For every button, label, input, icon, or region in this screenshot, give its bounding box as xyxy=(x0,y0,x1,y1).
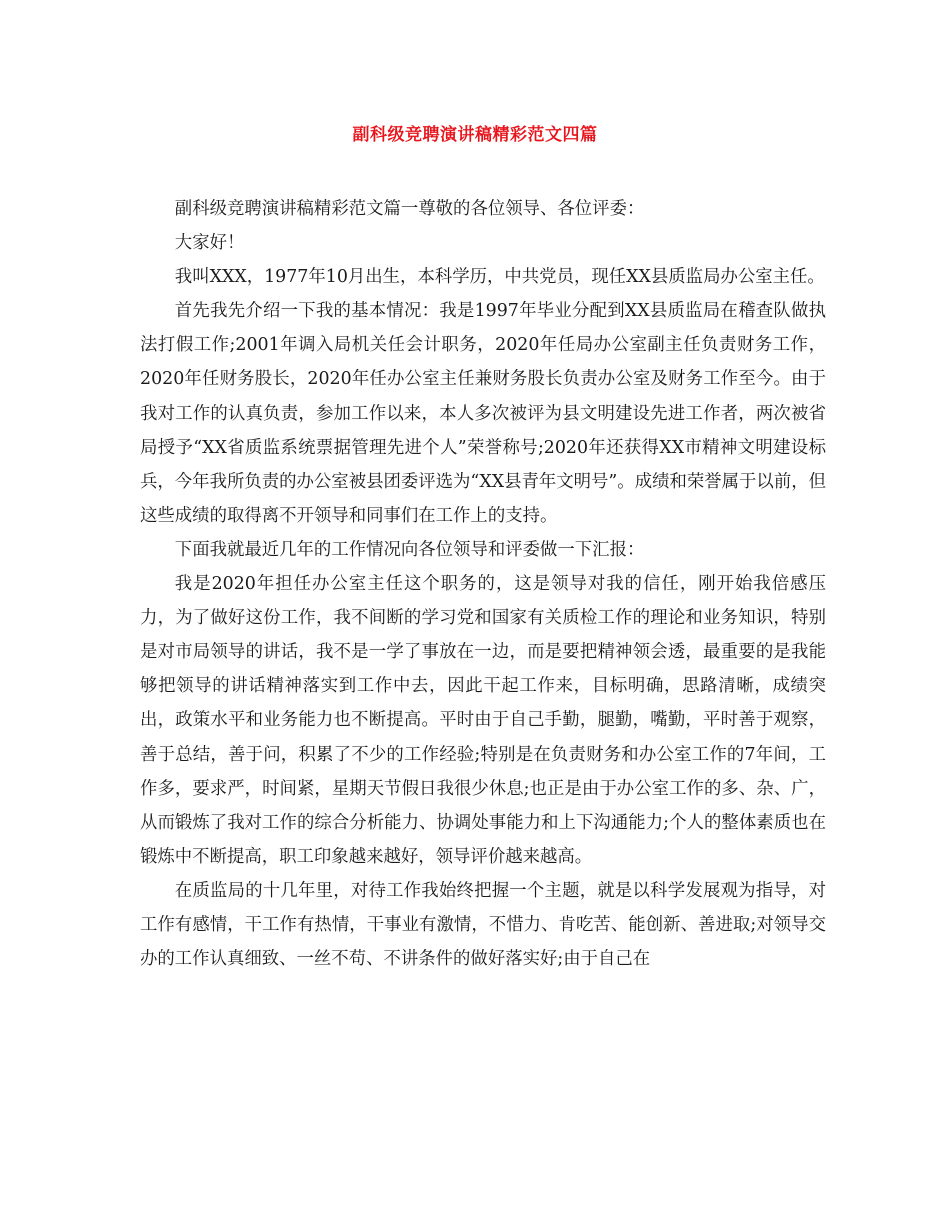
paragraph-greeting: 大家好！ xyxy=(174,233,245,254)
document-body xyxy=(140,192,826,976)
paragraph-work-attitude: 在质监局的十几年里，对待工作我始终把握一个主题，就是以科学发展观为指导，对工作有感情，干工作有热情，干事业有激情，不惜力、肯吃苦、能创新、善进取;对领导交办的工作认真细致、一丝不苟、不讲条件的做好落实好;由于自己在 xyxy=(140,880,826,970)
document-title: 副科级竞聘演讲稿精彩范文四篇 xyxy=(352,125,598,145)
paragraph-report-intro: 下面我就最近几年的工作情况向各位领导和评委做一下汇报： xyxy=(174,539,645,560)
paragraph-background: 首先我先介绍一下我的基本情况：我是1997年毕业分配到XX县质监局在稽查队做执法打假工作;2001年调入局机关任会计职务，2020年任局办公室副主任负责财务工作，2020年任财务股长，2020年任办公室主任兼财务股长负责办公室及财务工作至今。由于我对工作的认真负责，参加工作以来，本人多次被评为县文明建设先进工作者，两次被省局授予“XX省质监系统票据管理先进个人”荣誉称号;2020年还获得XX市精神文明建设标兵，今年我所负责的办公室被县团委评选为“XX县青年文明号”。成绩和荣誉属于以前，但这些成绩的取得离不开领导和同事们在工作上的支持。 xyxy=(140,301,826,526)
paragraph-self-intro: 我叫XXX，1977年10月出生，本科学历，中共党员，现任XX县质监局办公室主任。 xyxy=(174,267,825,288)
paragraph-work-experience: 我是2020年担任办公室主任这个职务的，这是领导对我的信任，刚开始我倍感压力，为了做好这份工作，我不间断的学习党和国家有关质检工作的理论和业务知识，特别是对市局领导的讲话，我不是一学了事放在一边，而是要把精神领会透，最重要的是我能够把领导的讲话精神落实到工作中去，因此干起工作来，目标明确，思路清晰，成绩突出，政策水平和业务能力也不断提高。平时由于自己手勤，腿勤，嘴勤，平时善于观察，善于总结，善于问，积累了不少的工作经验;特别是在负责财务和办公室工作的7年间，工作多，要求严，时间紧，星期天节假日我很少休息;也正是由于办公室工作的多、杂、广，从而锻炼了我对工作的综合分析能力、协调处事能力和上下沟通能力;个人的整体素质也在锻炼中不断提高，职工印象越来越好，领导评价越来越高。 xyxy=(140,574,826,867)
paragraph-salutation: 副科级竞聘演讲稿精彩范文篇一尊敬的各位领导、各位评委： xyxy=(174,199,645,219)
